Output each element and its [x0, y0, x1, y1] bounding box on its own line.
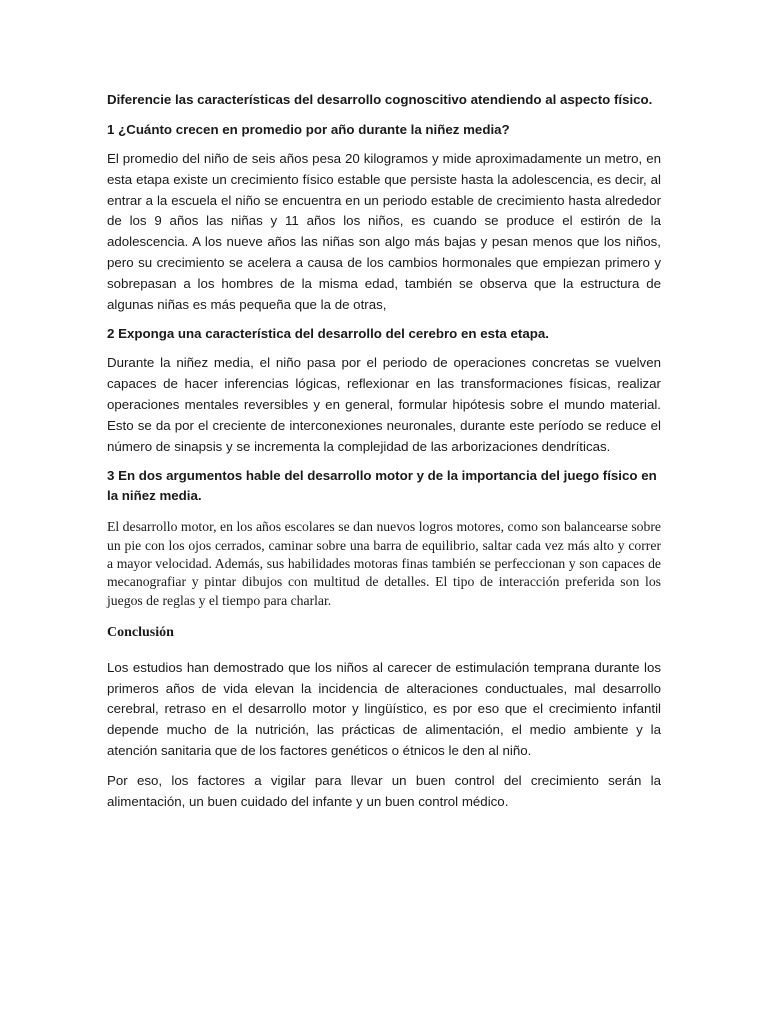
answer-3: El desarrollo motor, en los años escolares se dan nuevos logros motores, como son balancearse sobre un pie con los ojos cerrados, caminar sobre una barra de equilibrio, saltar cada vez más alto y correr a mayor velocidad. Además, sus habilidades motoras finas también se perfeccionan y son capaces de mecanografiar y pintar dibujos con multitud de detalles. El tipo de interacción preferida son los juegos de reglas y el tiempo para charlar.: [107, 519, 661, 608]
document-title: Diferencie las características del desarrollo cognoscitivo atendiendo al aspecto físico.: [107, 92, 653, 107]
question-1: 1 ¿Cuánto crecen en promedio por año durante la niñez media?: [107, 122, 510, 137]
document-page: [107, 90, 661, 821]
answer-2: Durante la niñez media, el niño pasa por el periodo de operaciones concretas se vuelven capaces de hacer inferencias lógicas, reflexionar en las transformaciones físicas, realizar operaciones mentales reversibles y en general, formular hipótesis sobre el mundo material. Esto se da por el creciente de interconexiones neuronales, durante este período se reduce el número de sinapsis y se incrementa la complejidad de las arborizaciones dendríticas.: [107, 355, 661, 454]
question-2: 2 Exponga una característica del desarrollo del cerebro en esta etapa.: [107, 326, 549, 342]
conclusion-heading: Conclusión: [107, 624, 174, 640]
question-3: 3 En dos argumentos hable del desarrollo motor y de la importancia del juego físico en la niñez media.: [107, 468, 657, 504]
answer-1: El promedio del niño de seis años pesa 20 kilogramos y mide aproximadamente un metro, en esta etapa existe un crecimiento físico estable que persiste hasta la adolescencia, es decir, al entrar a la escuela el niño se encuentra en un periodo estable de crecimiento hasta alrededor de los 9 años las niñas y 11 años los niños, es cuando se produce el estirón de la adolescencia. A los nueve años las niñas son algo más bajas y pesan menos que los niños, pero su crecimiento se acelera a causa de los cambios hormonales que empiezan primero y sobrepasan a los hombres de la misma edad, también se observa que la estructura de algunas niñas es más pequeña que la de otras,: [107, 151, 661, 312]
conclusion-paragraph-2: Por eso, los factores a vigilar para llevar un buen control del crecimiento serán la alimentación, un buen cuidado del infante y un buen control médico.: [107, 772, 661, 809]
conclusion-paragraph-1: Los estudios han demostrado que los niños al carecer de estimulación temprana durante los primeros años de vida elevan la incidencia de alteraciones conductuales, mal desarrollo cerebral, retraso en el desarrollo motor y lingüístico, es por eso que el crecimiento infantil depende mucho de la nutrición, las prácticas de alimentación, el medio ambiente y la atención sanitaria que de los factores genéticos o étnicos le den al niño.: [107, 659, 661, 759]
